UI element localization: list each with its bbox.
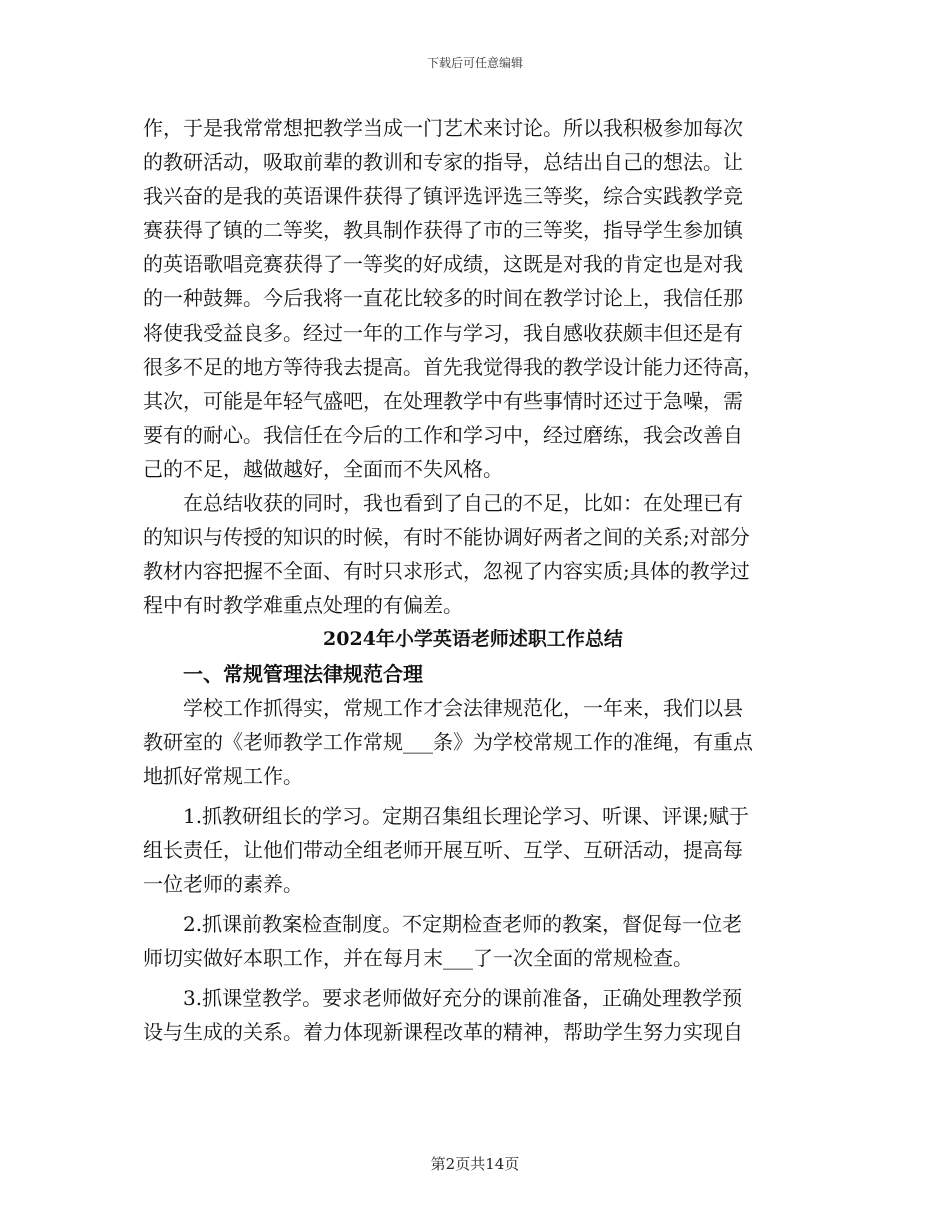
list-item-line: 3.抓课堂教学。要求老师做好充分的课前准备，正确处理教学预 (183, 986, 743, 1011)
text-line: 的英语歌唱竞赛获得了一等奖的好成绩，这既是对我的肯定也是对我 (143, 252, 743, 277)
list-item-line: 一位老师的素养。 (143, 872, 303, 897)
document-body (143, 111, 803, 1050)
page-footer: 第2页共14页 (430, 1155, 520, 1173)
text-line: 的教研活动，吸取前辈的教训和专家的指导，总结出自己的想法。让 (143, 150, 743, 175)
text-line: 教材内容把握不全面、有时只求形式，忽视了内容实质;具体的教学过 (143, 559, 750, 584)
text-line: 我兴奋的是我的英语课件获得了镇评选评选三等奖，综合实践教学竞 (143, 184, 743, 209)
text-line: 要有的耐心。我信任在今后的工作和学习中，经过磨练，我会改善自 (143, 422, 743, 447)
text-line: 在总结收获的同时，我也看到了自己的不足，比如：在处理已有 (183, 491, 743, 516)
list-item-line: 师切实做好本职工作，并在每月末___了一次全面的常规检查。 (143, 946, 693, 971)
text-line: 其次，可能是年轻气盛吧，在处理教学中有些事情时还过于急噪，需 (143, 388, 743, 413)
text-line: 的知识与传授的知识的时候，有时不能协调好两者之间的关系;对部分 (143, 525, 750, 550)
text-line: 将使我受益良多。经过一年的工作与学习，我自感收获颇丰但还是有 (143, 320, 743, 345)
text-line: 己的不足，越做越好，全面而不失风格。 (143, 456, 503, 481)
text-line: 学校工作抓得实，常规工作才会法律规范化，一年来，我们以县 (183, 695, 743, 720)
list-item-line: 设与生成的关系。着力体现新课程改革的精神，帮助学生努力实现自 (143, 1020, 743, 1045)
list-item-line: 2.抓课前教案检查制度。不定期检查老师的教案，督促每一位老 (183, 912, 743, 937)
list-item-line: 组长责任，让他们带动全组老师开展互听、互学、互研活动，提高每 (143, 837, 743, 862)
list-item-line: 1.抓教研组长的学习。定期召集组长理论学习、听课、评课;赋于 (183, 803, 749, 828)
text-line: 程中有时教学难重点处理的有偏差。 (143, 593, 463, 618)
document-title: 2024年小学英语老师述职工作总结 (323, 628, 623, 651)
text-line: 赛获得了镇的二等奖，教具制作获得了市的三等奖，指导学生参加镇 (143, 218, 743, 243)
text-line: 很多不足的地方等待我去提高。首先我觉得我的教学设计能力还待高， (143, 354, 763, 379)
text-line: 地抓好常规工作。 (143, 763, 303, 788)
section-heading: 一、常规管理法律规范合理 (183, 661, 423, 686)
text-line: 的一种鼓舞。今后我将一直花比较多的时间在教学讨论上，我信任那 (143, 286, 743, 311)
text-line: 教研室的《老师教学工作常规___条》为学校常规工作的准绳，有重点 (143, 729, 753, 754)
page-header: 下载后可任意编辑 (426, 56, 523, 70)
text-line: 作，于是我常常想把教学当成一门艺术来讨论。所以我积极参加每次 (143, 116, 743, 140)
